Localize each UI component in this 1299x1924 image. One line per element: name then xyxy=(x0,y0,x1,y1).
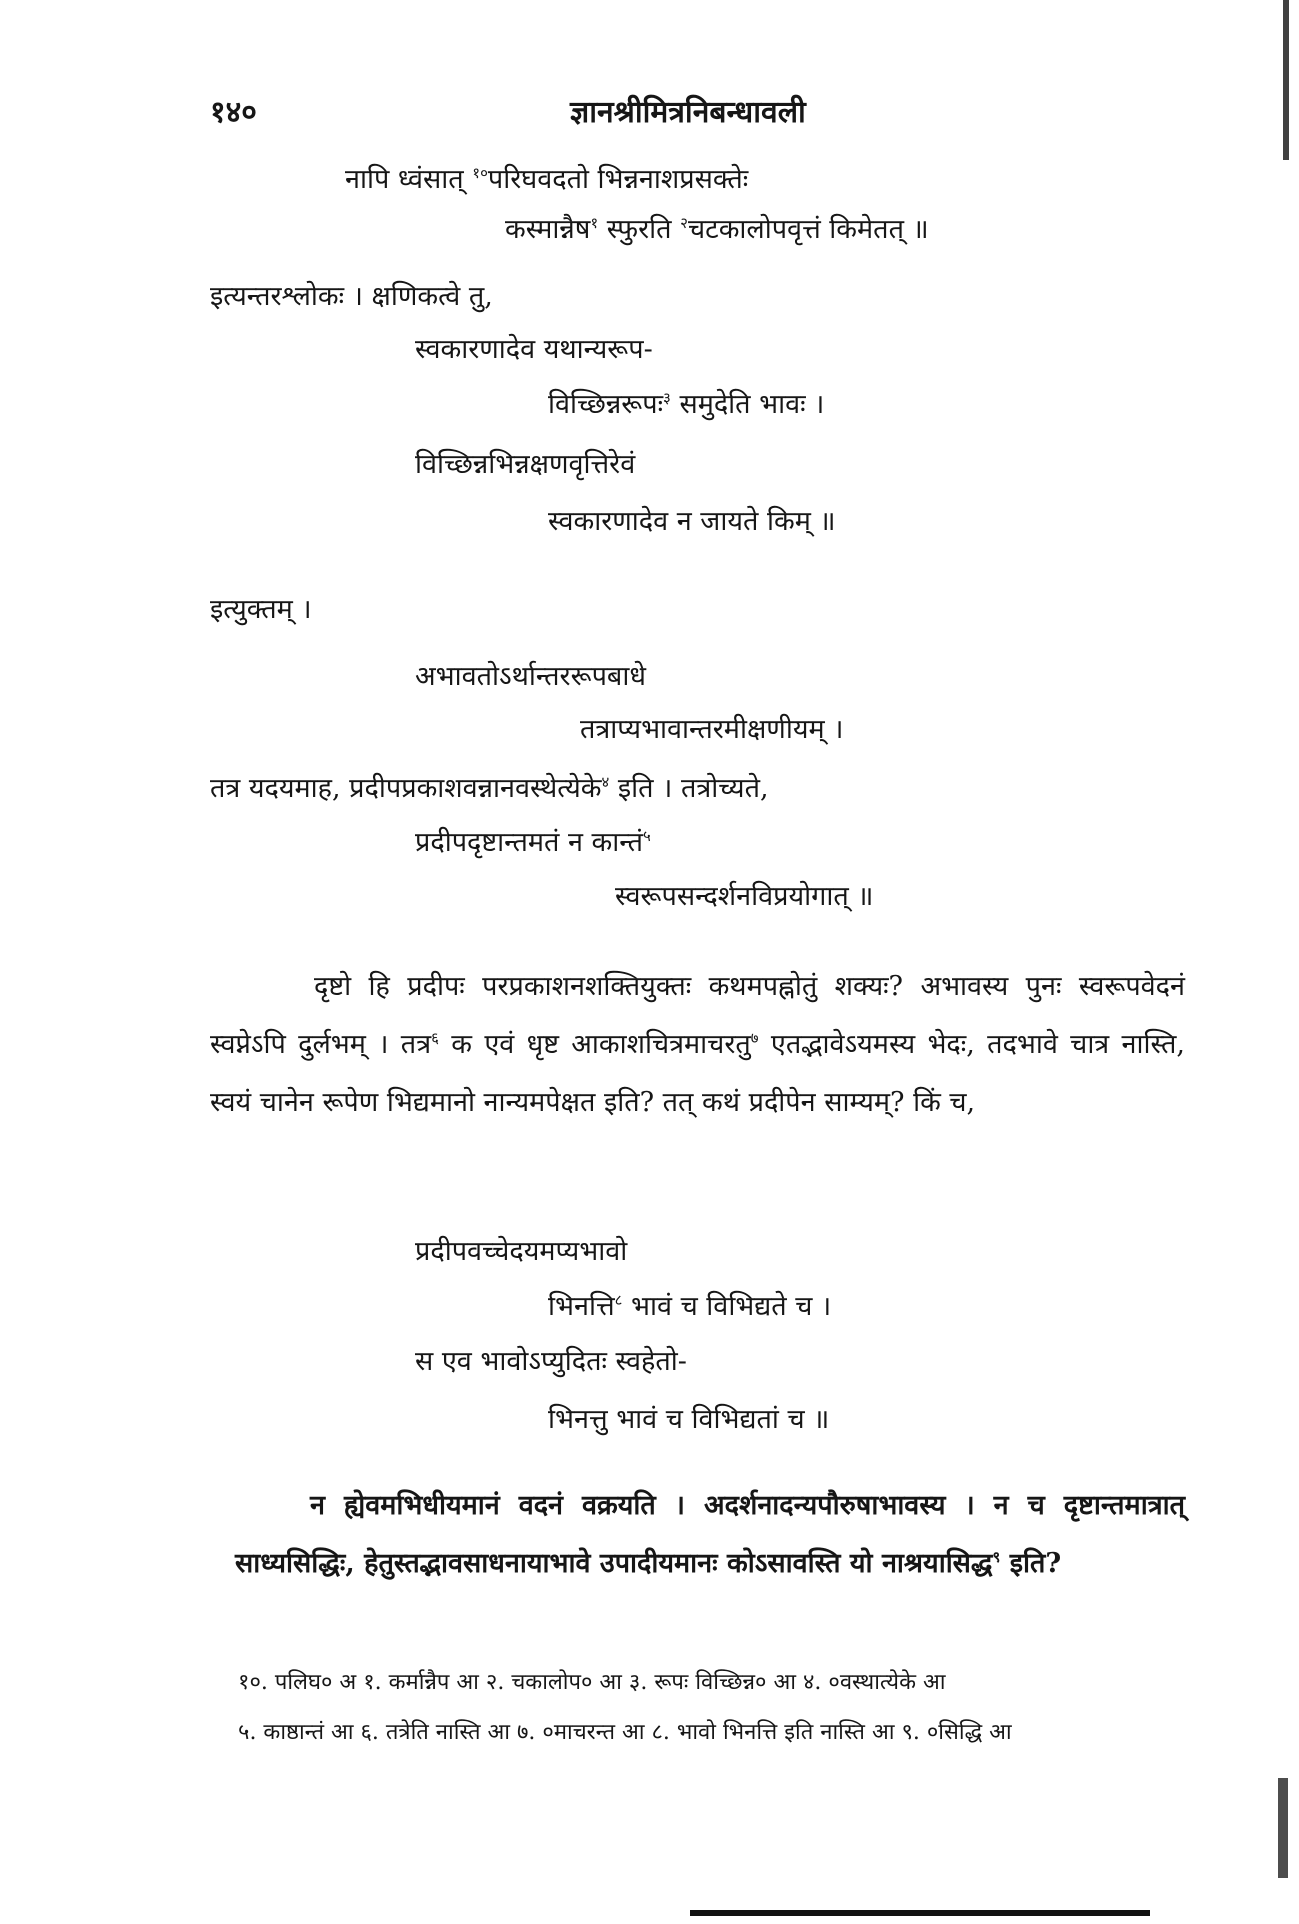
verse5-line1: प्रदीपवच्चेदयमप्यभावो xyxy=(415,1236,628,1267)
verse1-line1: नापि ध्वंसात् $^{१०}$परिघवदतो भिन्ननाशप्रसक्तेः xyxy=(345,164,749,195)
scan-edge-bottom xyxy=(1278,1778,1288,1878)
ityuktam: इत्युक्तम् । xyxy=(210,594,312,625)
footnotes-line-1: १०. पलिघ० अ १. कर्मान्नैप आ २. चकालोप० आ ३. रूपः विच्छिन्न० आ ४. ०वस्थात्येके आ xyxy=(238,1670,946,1695)
intro-line-1: इत्यन्तरश्लोकः । क्षणिकत्वे तु, xyxy=(210,281,493,312)
scan-bottom-rule xyxy=(690,1910,1150,1916)
footnotes-line-2: ५. काष्ठान्तं आ ६. तत्रेति नास्ति आ ७. ०माचरन्त आ ८. भावो भिनत्ति इति नास्ति आ ९. ०सिद्धि आ xyxy=(238,1720,1012,1745)
verse5-line2: भिनत्ति$^८$ भावं च विभिद्यते च । xyxy=(548,1291,832,1322)
verse3-line2: तत्राप्यभावान्तरमीक्षणीयम् । xyxy=(580,714,844,745)
verse2-line1: स्वकारणादेव यथान्यरूप- xyxy=(415,334,653,365)
paragraph-1: दृष्टो हि प्रदीपः परप्रकाशनशक्तियुक्तः कथमपह्नोतुं शक्यः? अभावस्य पुनः स्वरूपवेदनं स्वप्नेऽपि दुर्लभम् । तत्र$^६$ क एवं धृष्ट आकाशचित्रमाचरतु$^७$ एतद्भावेऽयमस्य भेदः, तदभावे चात्र नास्ति, स्वयं चानेन रूपेण भिद्यमानो नान्यमपेक्षत इति? तत् कथं प्रदीपेन साम्यम्? किं च, xyxy=(210,971,1185,1118)
verse3-line1: अभावतोऽर्थान्तररूपबाधे xyxy=(415,661,646,692)
verse2-line2: विच्छिन्नरूपः$^३$ समुदेति भावः । xyxy=(548,389,825,420)
scan-edge-top xyxy=(1283,0,1289,160)
verse4-line1: प्रदीपदृष्टान्तमतं न कान्तं$^५$ xyxy=(415,827,651,858)
book-title: ज्ञानश्रीमित्रनिबन्धावली xyxy=(570,95,806,130)
paragraph-2: न ह्येवमभिधीयमानं वदनं वक्रयति । अदर्शनादन्यपौरुषाभावस्य । न च दृष्टान्तमात्रात् साध्यसिद्धिः, हेतुस्तद्भावसाधनायाभावे उपादीयमानः कोऽसावस्ति यो नाश्रयासिद्ध$^९$ इति? xyxy=(235,1490,1185,1579)
verse5-line4: भिनत्तु भावं च विभिद्यतां च ॥ xyxy=(548,1404,830,1435)
verse4-line2: स्वरूपसन्दर्शनविप्रयोगात् ॥ xyxy=(615,881,874,912)
verse2-line4: स्वकारणादेव न जायते किम् ॥ xyxy=(548,506,836,537)
intro-line-2: तत्र यदयमाह, प्रदीपप्रकाशवन्नानवस्थेत्येके$^४$ इति । तत्रोच्यते, xyxy=(210,773,769,804)
page-number: १४० xyxy=(210,95,257,130)
verse5-line3: स एव भावोऽप्युदितः स्वहेतो- xyxy=(415,1346,687,1377)
verse2-line3: विच्छिन्नभिन्नक्षणवृत्तिरेवं xyxy=(415,449,636,480)
verse1-line2: कस्मान्नैष$^१$ स्फुरति $^२$चटकालोपवृत्तं किमेतत् ॥ xyxy=(505,214,929,245)
